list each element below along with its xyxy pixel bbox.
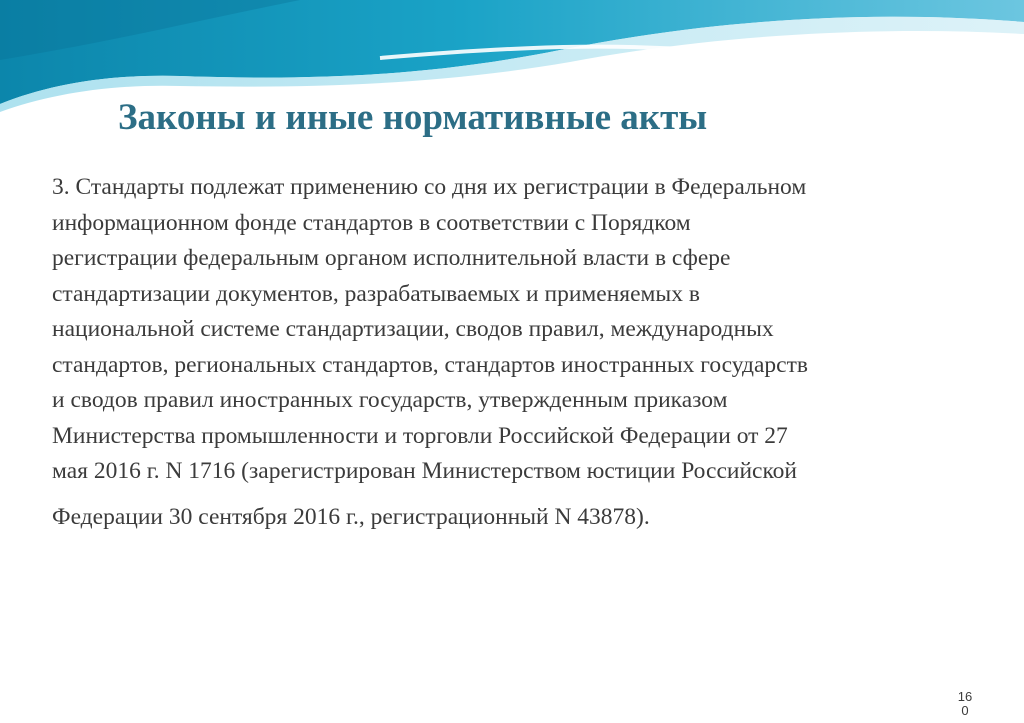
body-line: стандартов, региональных стандартов, стандартов иностранных государств (52, 351, 808, 378)
body-line: регистрации федеральным органом исполнительной власти в сфере (52, 245, 731, 271)
body-line: Министерства промышленности и торговли Российской Федерации от 27 (52, 422, 788, 449)
body-line: стандартизации документов, разрабатываемых и применяемых в (52, 280, 700, 307)
page-number: 160 (957, 689, 973, 718)
body-line: национальной системе стандартизации, сводов правил, международных (52, 316, 774, 342)
body-line: Федерации 30 сентября 2016 г., регистрационный N 43878). (52, 503, 650, 530)
body-line: и сводов правил иностранных государств, утвержденным приказом (52, 387, 728, 413)
body-text (52, 170, 1002, 535)
body-line: 3. Стандарты подлежат применению со дня их регистрации в Федеральном (52, 174, 807, 200)
body-line: мая 2016 г. N 1716 (зарегистрирован Министерством юстиции Российской (52, 458, 798, 484)
body-line: информационном фонде стандартов в соответствии с Порядком (52, 209, 691, 236)
slide-title: Законы и иные нормативные акты (118, 97, 708, 138)
